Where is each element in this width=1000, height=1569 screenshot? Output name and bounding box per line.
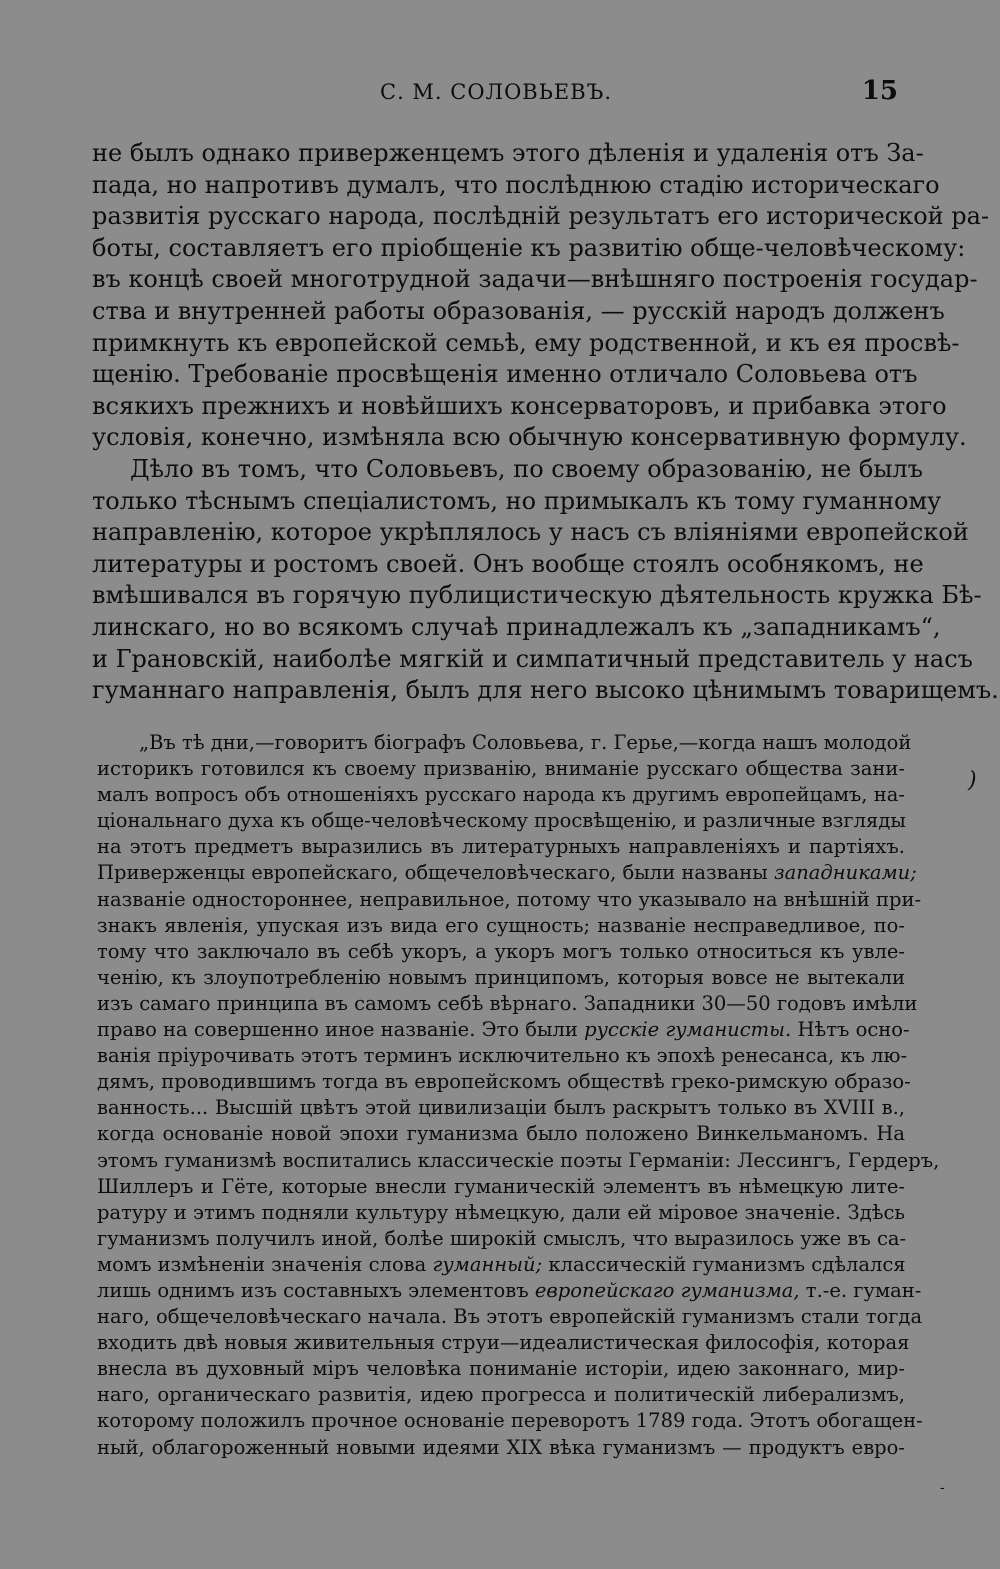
quote-line	[97, 1017, 910, 1043]
quote-line: наго, органическаго развитія, идею прогресса и политическій либерализмъ,	[97, 1383, 905, 1407]
quote-line: названіе одностороннее, неправильное, потому что указывало на внѣшній при-	[97, 887, 922, 911]
quote-line: когда основаніе новой эпохи гуманизма было положено Винкельманомъ. На	[97, 1122, 905, 1146]
quote-line: ванія пріурочивать этотъ терминъ исключительно къ эпохѣ ренесанса, къ лю-	[97, 1044, 908, 1068]
text-line: линскаго, но во всякомъ случаѣ принадлежалъ къ „западникамъ“,	[92, 612, 941, 641]
quote-text: т.-е. гуман-	[805, 1278, 922, 1302]
quote-line: ціональнаго духа къ обще-человѣческому просвѣщенію, и различные взгляды	[97, 809, 906, 833]
quote-line: ченію, къ злоупотребленію новымъ принципомъ, которыя вовсе не вытекали	[97, 965, 905, 989]
text-line: боты, составляетъ его пріобщеніе къ развитію обще-человѣческому:	[92, 233, 966, 262]
quote-line: внесла въ духовный міръ человѣка пониманіе исторіи, идею законнаго, мир-	[97, 1357, 905, 1381]
running-title: С. М. СОЛОВЬЕВЪ.	[380, 80, 612, 104]
text-line: развитія русскаго народа, послѣдній результатъ его исторической ра-	[92, 202, 990, 231]
text-line: вмѣшивался въ горячую публицистическую дѣятельность кружка Бѣ-	[92, 581, 982, 610]
text-line: Дѣло въ томъ, что Соловьевъ, по своему образованію, не былъ	[130, 454, 923, 483]
text-line: пада, но напротивъ думалъ, что послѣднюю стадію историческаго	[92, 170, 940, 199]
quote-line: ный, облагороженный новыми идеями XIX вѣка гуманизмъ — продуктъ евро-	[97, 1435, 905, 1459]
quote-line	[97, 1252, 905, 1278]
quote-text: Нѣтъ осно-	[797, 1018, 910, 1042]
quote-italic: западниками;	[773, 861, 917, 885]
quote-line: на этотъ предметъ выразились въ литературныхъ направленіяхъ и партіяхъ.	[97, 835, 905, 859]
quote-line: входить двѣ новыя живительныя струи—идеалистическая философія, которая	[97, 1331, 910, 1355]
quote-line: малъ вопросъ объ отношеніяхъ русскаго народа къ другимъ европейцамъ, на-	[97, 783, 905, 807]
text-line: въ концѣ своей многотрудной задачи—внѣшняго построенія государ-	[92, 265, 978, 294]
text-line: условія, конечно, измѣняла всю обычную консервативную формулу.	[92, 423, 967, 452]
text-line: направленію, которое укрѣплялось у насъ съ вліяніями европейской	[92, 518, 969, 547]
page-header	[92, 76, 900, 112]
quote-italic: гуманный;	[432, 1252, 543, 1276]
margin-tick-mark: -	[940, 1480, 945, 1496]
quote-text: Приверженцы европейскаго, общечеловѣческаго, были названы	[97, 861, 768, 885]
text-line: и Грановскій, наиболѣе мягкій и симпатичный представитель у насъ	[92, 644, 973, 673]
quote-line: историкъ готовился къ своему призванію, вниманіе русскаго общества зани-	[97, 757, 905, 781]
quote-line: наго, общечеловѣческаго начала. Въ этотъ европейскій гуманизмъ стали тогда	[97, 1305, 923, 1329]
quote-line: „Въ тѣ дни,—говоритъ біографъ Соловьева, г. Герье,—когда нашъ молодой	[139, 731, 912, 754]
page-number: 15	[861, 76, 898, 106]
quote-block	[97, 730, 940, 1461]
quote-line: знакъ явленія, упуская изъ вида его сущность; названіе несправедливое, по-	[97, 913, 905, 937]
quote-text: лишь однимъ изъ составныхъ элементовъ	[97, 1278, 529, 1302]
text-line: ства и внутренней работы образованія, — русскій народъ долженъ	[92, 296, 945, 325]
quote-line: этомъ гуманизмѣ воспитались классическіе поэты Германіи: Лессингъ, Гердеръ,	[97, 1148, 940, 1172]
main-text-block	[92, 138, 999, 707]
quote-line: ванность... Высшій цвѣтъ этой цивилизаціи былъ раскрытъ только въ XVIII в.,	[97, 1096, 905, 1120]
text-line: литературы и ростомъ своей. Онъ вообще стоялъ особнякомъ, не	[92, 549, 924, 578]
quote-text: классическій гуманизмъ сдѣлался	[548, 1252, 906, 1276]
quote-line	[97, 860, 917, 886]
quote-line: изъ самаго принципа въ самомъ себѣ вѣрнаго. Западники 30—50 годовъ имѣли	[97, 991, 918, 1015]
text-line: не былъ однако приверженцемъ этого дѣленія и удаленія отъ За-	[92, 139, 924, 167]
quote-text: право на совершенно иное названіе. Это были	[97, 1018, 578, 1042]
margin-bracket-mark: )	[968, 768, 977, 793]
text-line: щенію. Требованіе просвѣщенія именно отличало Соловьева отъ	[92, 360, 918, 389]
quote-italic: русскіе гуманисты.	[584, 1018, 792, 1042]
quote-italic: европейскаго гуманизма,	[534, 1278, 800, 1302]
quote-line: дямъ, проводившимъ тогда въ европейскомъ обществѣ греко-римскую образо-	[97, 1070, 911, 1094]
quote-line: тому что заключало въ себѣ укоръ, а укоръ могъ только относиться къ увле-	[97, 939, 905, 963]
quote-line: Шиллеръ и Гёте, которые внесли гуманическій элементъ въ нѣмецкую лите-	[97, 1174, 905, 1198]
quote-line: ратуру и этимъ подняли культуру нѣмецкую, дали ей міровое значеніе. Здѣсь	[97, 1200, 905, 1224]
quote-line	[97, 1278, 922, 1304]
quote-line: гуманизмъ получилъ иной, болѣе широкій смыслъ, что выразилось уже въ са-	[97, 1226, 907, 1250]
quote-line: которому положилъ прочное основаніе переворотъ 1789 года. Этотъ обогащен-	[97, 1409, 923, 1433]
text-line: всякихъ прежнихъ и новѣйшихъ консерваторовъ, и прибавка этого	[92, 391, 947, 420]
quote-text: момъ измѣненіи значенія слова	[97, 1252, 427, 1276]
text-line: примкнуть къ европейской семьѣ, ему родственной, и къ ея просвѣ-	[92, 328, 960, 357]
text-line: гуманнаго направленія, былъ для него высоко цѣнимымъ товарищемъ.	[92, 676, 999, 705]
text-line: только тѣснымъ спеціалистомъ, но примыкалъ къ тому гуманному	[92, 486, 942, 515]
